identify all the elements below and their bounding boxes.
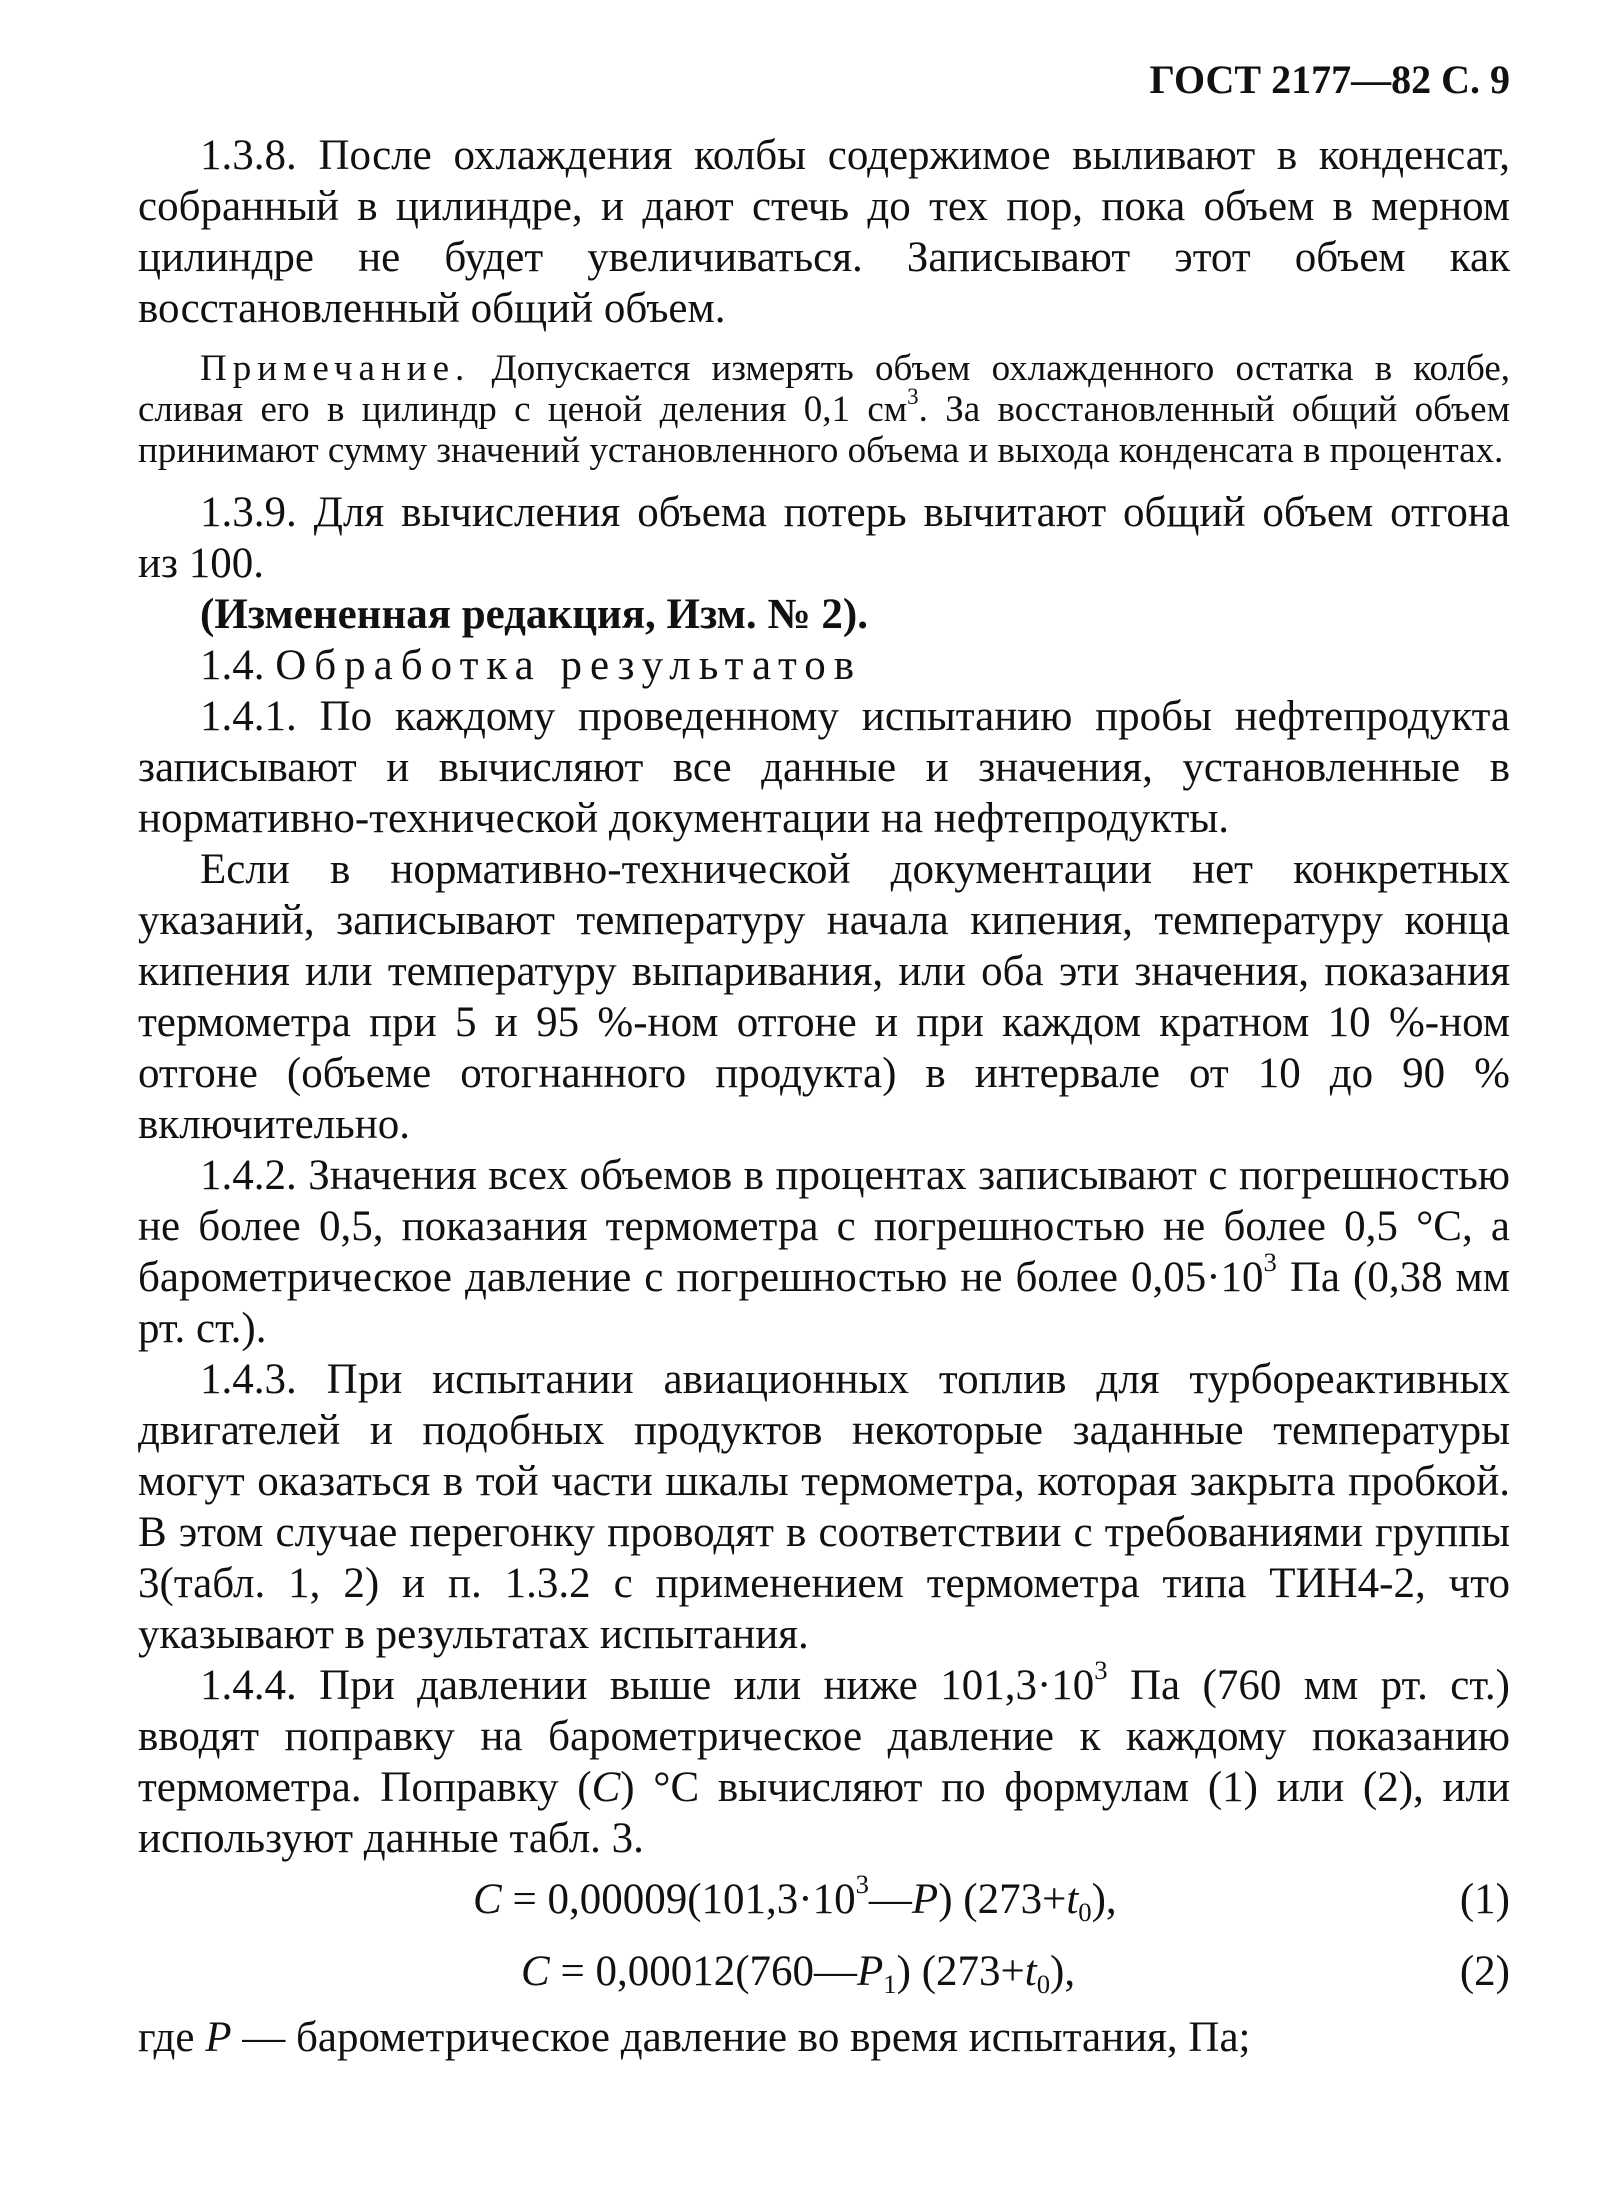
paragraph-1-3-8: 1.3.8. После охлаждения колбы содержимое выливают в конденсат, собранный в цилиндре, и дают стечь до тех пор, пока объем в мерном цилиндре не будет увеличиваться. Записывают этот объем как восстановленный общий объем. — [138, 132, 1510, 332]
where-dash: — — [231, 2014, 296, 2061]
paragraph-1-4-1: 1.4.1. По каждому проведенному испытанию пробы нефтепродукта записывают и вычисляют все данные и значения, установленные в нормативно-технической документации на нефтепродукты. — [138, 693, 1510, 842]
formula-2-close: ), — [1050, 1948, 1076, 1995]
formula-1-number: (1) — [1459, 1876, 1510, 1923]
note-text-after: . За восстановленный общий объем принимают сумму значений установленного объема и выхода конденсата в процентах. — [138, 389, 1510, 471]
formula-1-pressure-var: P — [911, 1876, 939, 1923]
paragraph-1-4-1-continued: Если в нормативно-технической документации нет конкретных указаний, записывают температуру начала кипения, температуру конца кипения или температуру выпаривания, или оба эти значения, показания термометра при 5 и 95 %-ном отгоне и при каждом кратном 10 %-ном отгоне (объеме отогнанного продукта) в интервале от 10 до 90 % включительно. — [138, 846, 1510, 1148]
formula-1-coefficient: = 0,00009(101,3·10 — [501, 1876, 856, 1923]
formula-2-pressure-subscript: 1 — [883, 1968, 897, 1999]
formula-1-minus: — — [868, 1876, 912, 1923]
paragraph-1-4-4-part2: Па (760 мм рт. ст.) вводят поправку на барометрическое давление к каждому показанию термометра. Поправку ( — [138, 1662, 1510, 1811]
formula-1-expression — [473, 1869, 1117, 1927]
where-text: барометрическое давление во время испытания, Па; — [296, 2014, 1251, 2061]
formula-2-coefficient: = 0,00012(760— — [549, 1948, 858, 1995]
formula-2-t-var: t — [1024, 1948, 1037, 1995]
formula-2-pressure-var: P — [857, 1948, 884, 1995]
amendment-note: (Измененная редакция, Изм. № 2). — [200, 591, 868, 638]
formula-1-subscript: 0 — [1078, 1896, 1092, 1927]
formula-1-close: ), — [1091, 1876, 1117, 1923]
where-prefix: где — [138, 2014, 206, 2061]
paragraph-1-4-2-text: 1.4.2. Значения всех объемов в процентах записывают с погрешностью не более 0,5, показания термометра с погрешностью не более 0,5 °С, а барометрическое давление с погрешностью не более 0,05·10 — [138, 1152, 1510, 1301]
paragraph-1-4-2-tail: Па (0,38 мм рт. ст.). — [138, 1254, 1510, 1352]
document-page — [138, 52, 1510, 2063]
formula-2 — [138, 1936, 1510, 2008]
formula-1-t-var: t — [1066, 1876, 1079, 1923]
formula-2-temp-part: ) (273+ — [896, 1948, 1025, 1995]
page-header — [138, 52, 1510, 108]
paragraph-1-3-9: 1.3.9. Для вычисления объема потерь вычитают общий объем отгона из 100. — [138, 489, 1510, 587]
standard-number: ГОСТ 2177—82 — [1149, 57, 1432, 102]
note-label: Примечание. — [200, 348, 471, 389]
formula-1-lhs: С — [473, 1876, 502, 1923]
where-definition — [138, 2012, 1510, 2063]
paragraph-1-4-4-part1: 1.4.4. При давлении выше или ниже 101,3·10 — [200, 1662, 1095, 1709]
correction-symbol: С — [591, 1764, 621, 1811]
formula-1-superscript: 3 — [855, 1869, 869, 1900]
note-paragraph — [138, 348, 1510, 471]
where-variable: P — [205, 2014, 232, 2061]
paragraph-1-4-2 — [138, 1150, 1510, 1354]
paragraph-1-4-2-superscript: 3 — [1263, 1247, 1277, 1278]
note-text-before: Допускается измерять объем охлажденного остатка в колбе, сливая его в цилиндр с ценой деления 0,1 см — [138, 348, 1510, 430]
formula-1-temp-part: ) (273+ — [938, 1876, 1067, 1923]
formula-2-number: (2) — [1459, 1948, 1510, 1995]
section-number: 1.4. — [200, 642, 265, 689]
formula-2-expression — [521, 1946, 1075, 1997]
paragraph-1-4-4-part3: ) °С вычисляют по формулам (1) или (2), или используют данные табл. 3. — [138, 1764, 1510, 1862]
formula-2-subscript: 0 — [1036, 1968, 1051, 1999]
section-title: Обработка результатов — [275, 642, 862, 689]
formula-1 — [138, 1864, 1510, 1936]
section-heading-1-4 — [138, 640, 1510, 691]
formula-2-lhs: С — [521, 1948, 550, 1995]
paragraph-1-4-4 — [138, 1655, 1510, 1864]
note-superscript: 3 — [907, 383, 919, 409]
paragraph-1-4-4-superscript: 3 — [1094, 1655, 1108, 1686]
page-number: С. 9 — [1441, 57, 1510, 102]
paragraph-1-4-3: 1.4.3. При испытании авиационных топлив для турбореактивных двигателей и подобных продуктов некоторые заданные температуры могут оказаться в той части шкалы термометра, которая закрыта пробкой. В этом случае перегонку проводят в соответствии с требованиями группы 3(табл. 1, 2) и п. 1.3.2 с применением термометра типа ТИН4-2, что указывают в результатах испытания. — [138, 1356, 1510, 1658]
